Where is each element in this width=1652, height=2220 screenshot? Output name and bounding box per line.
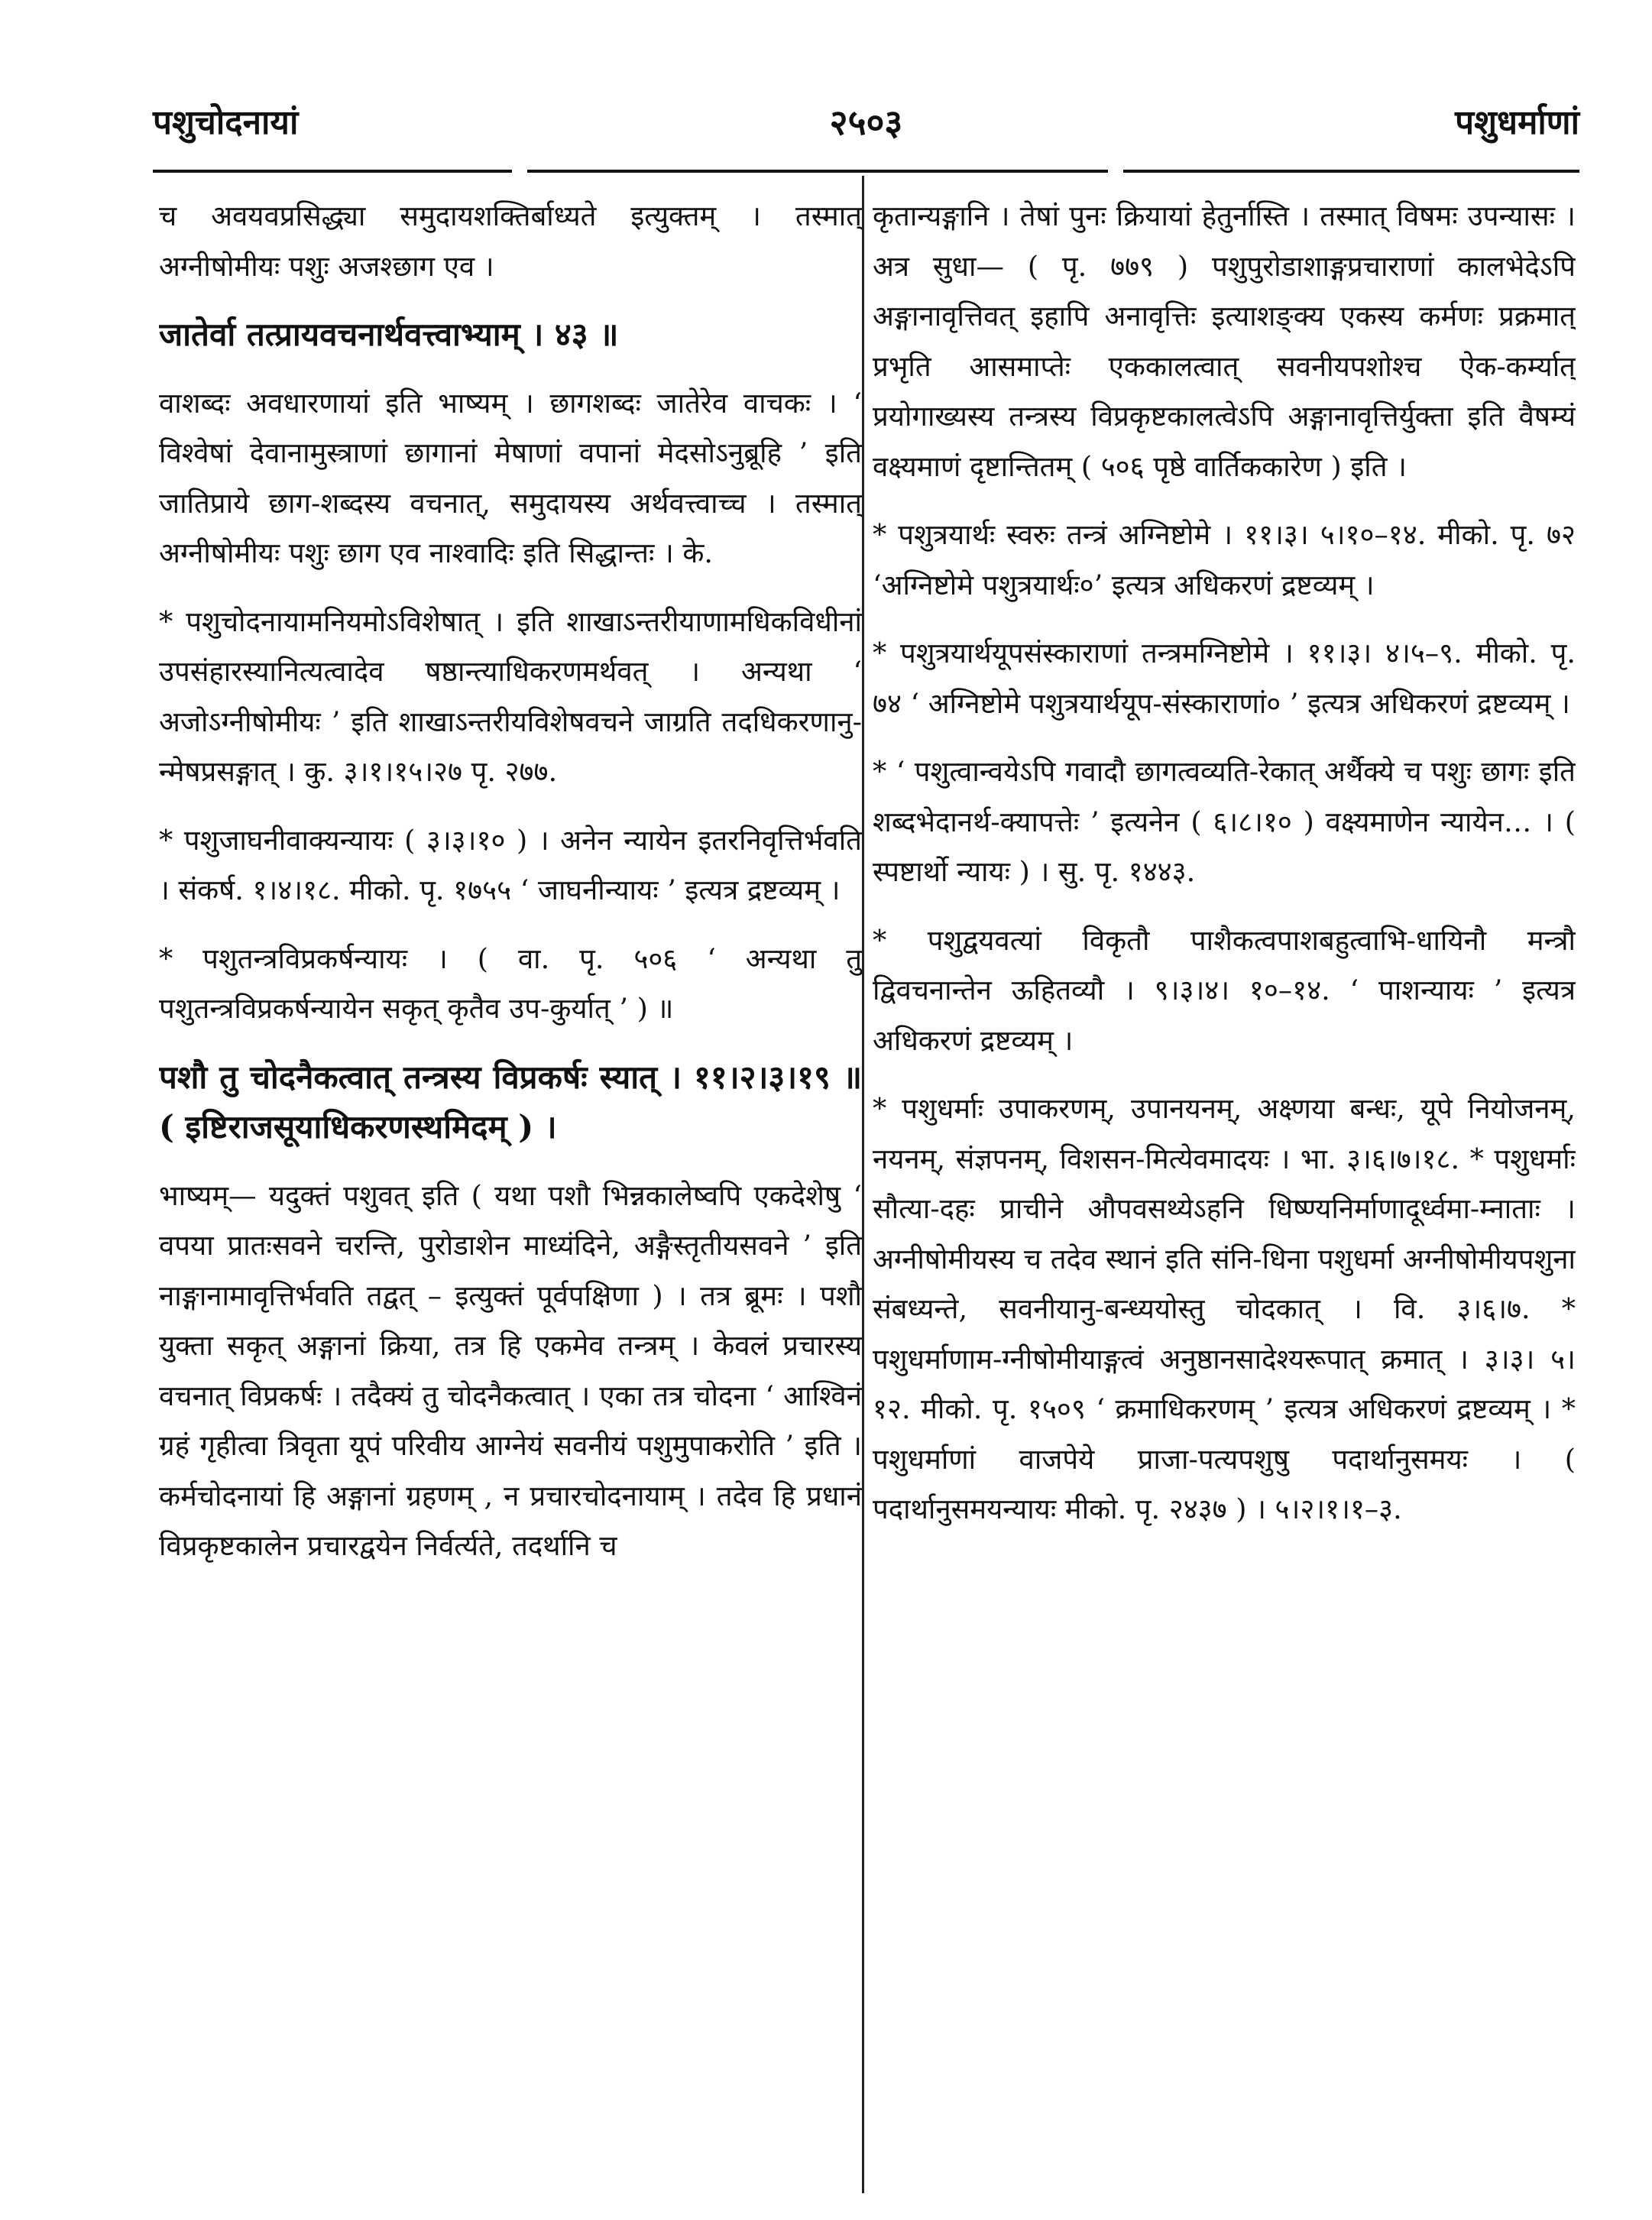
page-header xyxy=(153,98,1579,167)
header-rule-left xyxy=(153,170,512,173)
left-paragraph-1: च अवयवप्रसिद्ध्या समुदायशक्तिर्बाध्यते इत्युक्तम् । तस्मात् अग्नीषोमीयः पशुः अजश्छाग एव । xyxy=(159,199,862,283)
header-rule-right xyxy=(1123,170,1579,173)
right-entry-pashutrayarthah: * पशुत्रयार्थः स्वरुः तन्त्रं अग्निष्टोमे । ११।३। ५।१०–१४. मीको. पृ. ७२ ‘अग्निष्टोमे पशुत्रयार्थः०’ इत्यत्र अधिकरणं द्रष्टव्यम् । xyxy=(873,518,1576,601)
right-entry-pashudharmah: * पशुधर्माः उपाकरणम्, उपानयनम्, अक्ष्णया बन्धः, यूपे नियोजनम्, नयनम्, संज्ञपनम्, विशसन-मित्येवमादयः । भा. ३।६।७।१८. * पशुधर्माः सौत्या-दहः प्राचीने औपवसथ्येऽहनि धिष्ण्यनिर्माणादूर्ध्वमा-म्नाताः । अग्नीषोमीयस्य च तदेव स्थानं इति संनि-धिना पशुधर्मा अग्नीषोमीयपशुना संबध्यन्ते, सवनीयानु-बन्ध्ययोस्तु चोदकात् । वि. ३।६।७. * पशुधर्माणाम-ग्नीषोमीयाङ्गत्वं अनुष्ठानसादेश्यरूपात् क्रमात् । ३।३। ५।१२. मीको. पृ. १५०९ ‘ क्रमाधिकरणम् ’ इत्यत्र अधिकरणं द्रष्टव्यम् । * पशुधर्माणां वाजपेये प्राजा-पत्यपशुषु पदार्थानुसमयः । ( पदार्थानुसमयन्यायः मीको. पृ. २४३७ ) । ५।२।१।१–३. xyxy=(873,1092,1576,1525)
left-entry-jaghani: * पशुजाघनीवाक्यन्यायः ( ३।३।१० ) । अनेन न्यायेन इतरनिवृत्तिर्भवति । संकर्ष. १।४।१८. मीको. पृ. १७५५ ‘ जाघनीन्यायः ’ इत्यत्र द्रष्टव्यम् । xyxy=(159,823,862,906)
right-paragraph-1: कृतान्यङ्गानि । तेषां पुनः क्रियायां हेतुर्नास्ति । तस्मात् विषमः उपन्यासः । अत्र सुधा— ( पृ. ७७९ ) पशुपुरोडाशाङ्गप्रचाराणां कालभेदेऽपि अङ्गानावृत्तिवत् इहापि अनावृत्तिः इत्याशङ्क्य एकस्य कर्मणः प्रक्रमात् प्रभृति आसमाप्तेः एककालत्वात् सवनीयपशोश्च ऐक-कर्म्यात् प्रयोगाख्यस्य तन्त्रस्य विप्रकृष्टकालत्वेऽपि अङ्गानावृत्तिर्युक्ता इति वैषम्यं वक्ष्यमाणं दृष्टान्तितम् ( ५०६ पृष्ठे वार्तिककारेण ) इति । xyxy=(873,199,1576,483)
left-entry-pashuchodana: * पशुचोदनायामनियमोऽविशेषात् । इति शाखाऽन्तरीयाणामधिकविधीनां उपसंहारस्यानित्यत्वादेव षष्ठान्त्याधिकरणमर्थवत् । अन्यथा ‘ अजोऽग्नीषोमीयः ’ इति शाखाऽन्तरीयविशेषवचने जाग्रति तदधिकरणानु-न्मेषप्रसङ्गात् । कु. ३।१।१५।२७ पृ. २७७. xyxy=(159,604,862,788)
right-entry-yupa-samskara: * पशुत्रयार्थयूपसंस्काराणां तन्त्रमग्निष्टोमे । ११।३। ४।५–९. मीको. पृ. ७४ ‘ अग्निष्टोमे पशुत्रयार्थयूप-संस्काराणां० ’ इत्यत्र अधिकरणं द्रष्टव्यम् । xyxy=(873,637,1576,720)
header-rule-middle xyxy=(527,170,1108,173)
right-column xyxy=(873,191,1576,2193)
left-entry-tantra-viprakarsha: * पशुतन्त्रविप्रकर्षन्यायः । ( वा. पृ. ५०६ ‘ अन्यथा तु पशुतन्त्रविप्रकर्षन्यायेन सकृत् कृतैव उप-कुर्यात् ’ ) ॥ xyxy=(159,941,862,1025)
right-entry-pashudvaya: * पशुद्वयवत्यां विकृतौ पाशैकत्वपाशबहुत्वाभि-धायिनौ मन्त्रौ द्विवचनान्तेन ऊहितव्यौ । ९।३।४। १०–१४. ‘ पाशन्यायः ’ इत्यत्र अधिकरणं द्रष्टव्यम् । xyxy=(873,923,1576,1057)
right-entry-pashutva-anvaye: * ‘ पशुत्वान्वयेऽपि गवादौ छागत्वव्यति-रेकात् अर्थैक्ये च पशुः छागः इति शब्दभेदानर्थ-क्यापत्तेः ’ इत्यनेन ( ६।८।१० ) वक्ष्यमाणेन न्यायेन… । ( स्पष्टार्थो न्यायः ) । सु. पृ. १४४३. xyxy=(873,755,1576,888)
left-paragraph-3: वाशब्दः अवधारणायां इति भाष्यम् । छागशब्दः जातेरेव वाचकः । ‘ विश्वेषां देवानामुस्त्राणां छागानां मेषाणां वपानां मेदसोऽनुब्रूहि ’ इति जातिप्राये छाग-शब्दस्य वचनात्, समुदायस्य अर्थवत्त्वाच्च । तस्मात् अग्नीषोमीयः पशुः छाग एव नाश्वादिः इति सिद्धान्तः । के. xyxy=(159,386,862,569)
header-right-title: पशुधर्माणां xyxy=(1455,103,1579,142)
header-left-title: पशुचोदनायां xyxy=(153,103,299,142)
page-number: २५०३ xyxy=(829,102,903,143)
left-bhashya-paragraph: भाष्यम्— यदुक्तं पशुवत् इति ( यथा पशौ भिन्नकालेष्वपि एकदेशेषु ‘ वपया प्रातःसवने चरन्ति, पुरोडाशेन माध्यंदिने, अङ्गैस्तृतीयसवने ’ इति नाङ्गानामावृत्तिर्भवति तद्वत् – इत्युक्तं पूर्वपक्षिणा ) । तत्र ब्रूमः । पशौ युक्ता सकृत् अङ्गानां क्रिया, तत्र हि एकमेव तन्त्रम् । केवलं प्रचारस्य वचनात् विप्रकर्षः । तदैक्यं तु चोदनैकत्वात् । एका तत्र चोदना ‘ आश्विनं ग्रहं गृहीत्वा त्रिवृता यूपं परिवीय आग्नेयं सवनीयं पशुमुपाकरोति ’ इति । कर्मचोदनायां हि अङ्गानां ग्रहणम् , न प्रचारचोदनायाम् । तदेव हि प्रधानं विप्रकृष्टकालेन प्रचारद्वयेन निर्वर्त्यते, तदर्थानि च xyxy=(159,1178,862,1562)
left-column xyxy=(159,191,862,2193)
sutra-heading-43: जातेर्वा तत्प्रायवचनार्थवत्त्वाभ्याम् । ४३ ॥ xyxy=(159,316,619,353)
column-divider xyxy=(862,176,864,2193)
sutra-heading-pashau: पशौ तु चोदनैकत्वात् तन्त्रस्य विप्रकर्षः स्यात् । ११।२।३।१९ ॥ ( इष्टिराजसूयाधिकरणस्थमिदम् ) । xyxy=(159,1058,862,1146)
